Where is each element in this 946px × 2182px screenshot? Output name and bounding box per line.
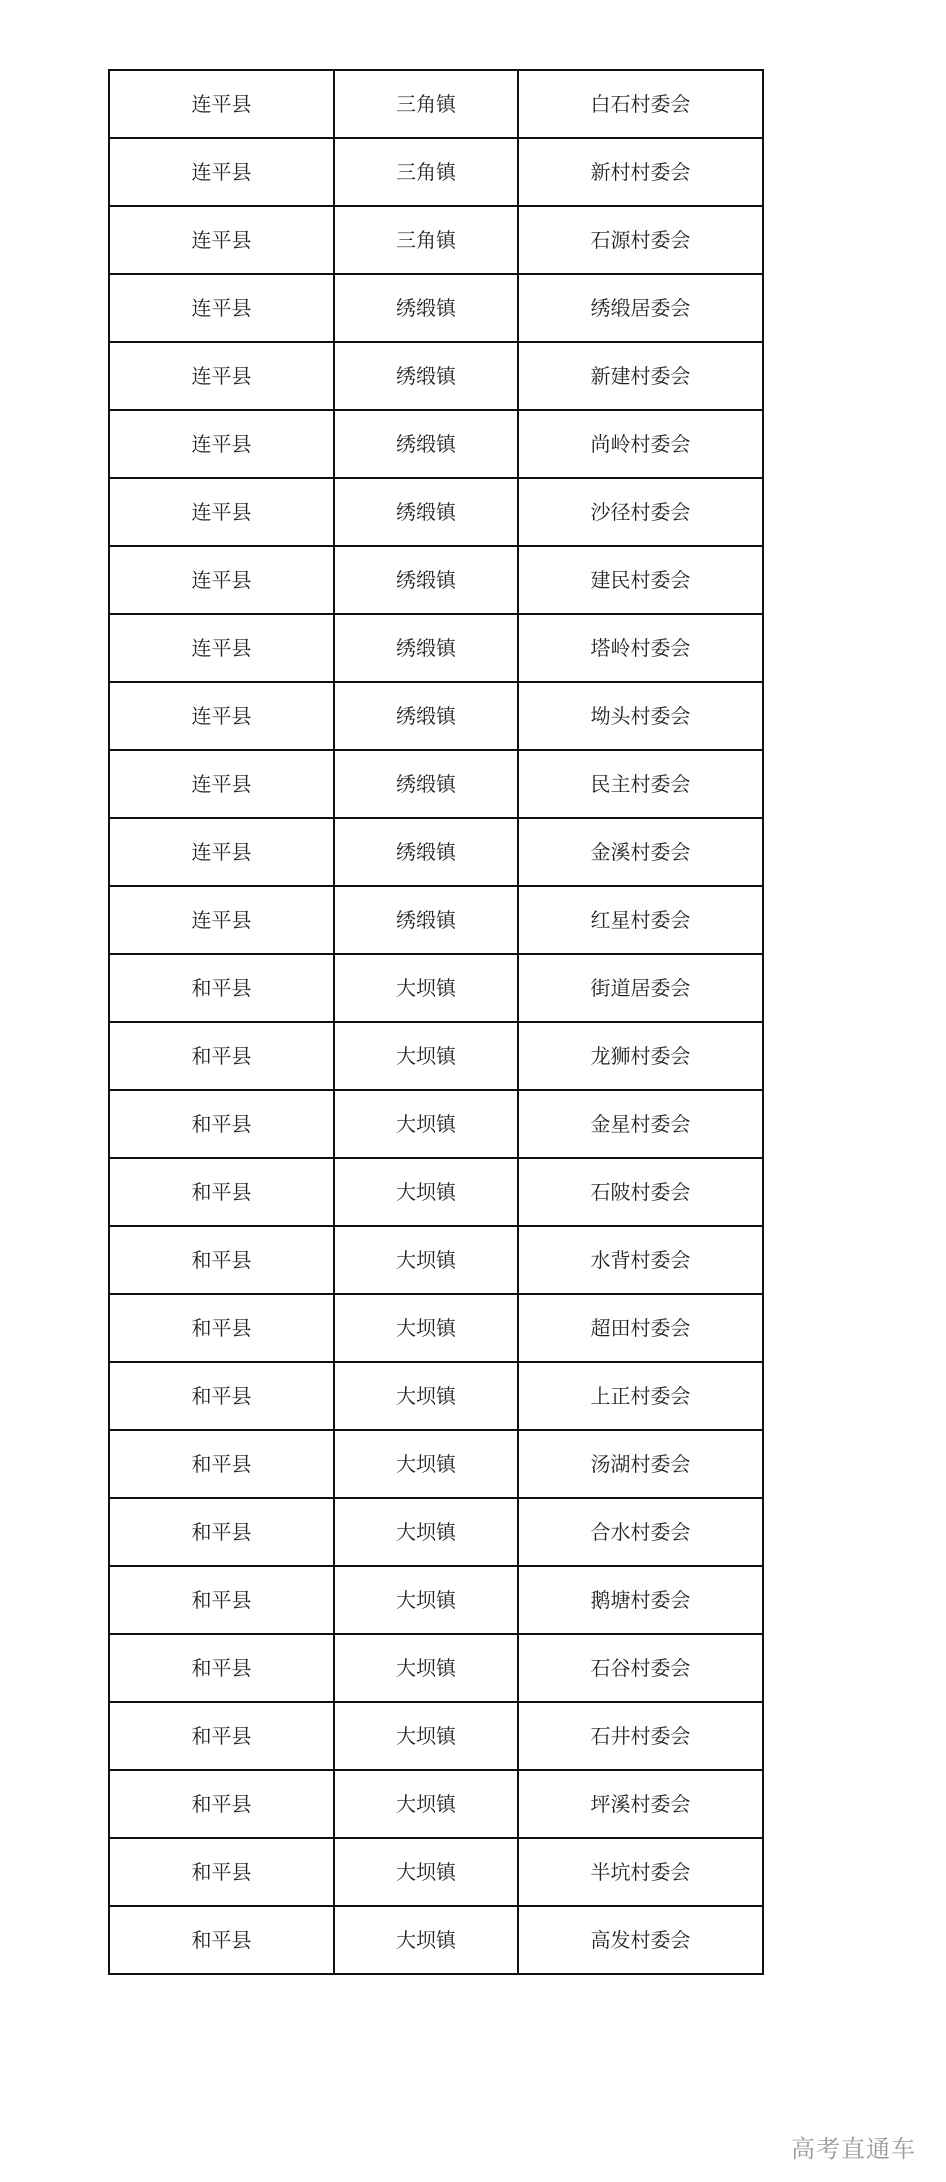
town-cell: 绣缎镇	[334, 342, 518, 410]
county-cell: 和平县	[109, 1702, 334, 1770]
town-cell: 大坝镇	[334, 954, 518, 1022]
county-cell: 连平县	[109, 546, 334, 614]
town-cell: 大坝镇	[334, 1566, 518, 1634]
town-cell: 大坝镇	[334, 1090, 518, 1158]
town-cell: 大坝镇	[334, 1294, 518, 1362]
town-cell: 绣缎镇	[334, 750, 518, 818]
county-cell: 和平县	[109, 1294, 334, 1362]
town-cell: 三角镇	[334, 70, 518, 138]
table-row	[109, 1362, 763, 1430]
county-cell: 连平县	[109, 614, 334, 682]
county-cell: 连平县	[109, 410, 334, 478]
table-row	[109, 478, 763, 546]
town-cell: 绣缎镇	[334, 614, 518, 682]
table-row	[109, 546, 763, 614]
county-cell: 和平县	[109, 1226, 334, 1294]
committee-cell: 塔岭村委会	[518, 614, 763, 682]
county-cell: 和平县	[109, 1906, 334, 1974]
document-table-container	[108, 69, 764, 1975]
county-cell: 连平县	[109, 682, 334, 750]
town-cell: 大坝镇	[334, 1906, 518, 1974]
county-cell: 和平县	[109, 1022, 334, 1090]
committee-cell: 新建村委会	[518, 342, 763, 410]
committee-cell: 尚岭村委会	[518, 410, 763, 478]
county-cell: 和平县	[109, 1566, 334, 1634]
committee-cell: 石谷村委会	[518, 1634, 763, 1702]
committee-cell: 白石村委会	[518, 70, 763, 138]
county-cell: 和平县	[109, 1838, 334, 1906]
county-cell: 和平县	[109, 1362, 334, 1430]
table-row	[109, 1022, 763, 1090]
table-row	[109, 1702, 763, 1770]
table-row	[109, 1566, 763, 1634]
town-cell: 大坝镇	[334, 1022, 518, 1090]
town-cell: 绣缎镇	[334, 546, 518, 614]
committee-cell: 水背村委会	[518, 1226, 763, 1294]
county-cell: 连平县	[109, 274, 334, 342]
table-row	[109, 614, 763, 682]
town-cell: 三角镇	[334, 206, 518, 274]
county-cell: 连平县	[109, 750, 334, 818]
town-cell: 三角镇	[334, 138, 518, 206]
table-row	[109, 1906, 763, 1974]
committee-cell: 金星村委会	[518, 1090, 763, 1158]
county-cell: 连平县	[109, 206, 334, 274]
watermark-text: 高考直通车	[791, 2135, 916, 2163]
county-cell: 连平县	[109, 70, 334, 138]
table-row	[109, 1226, 763, 1294]
town-cell: 绣缎镇	[334, 478, 518, 546]
committee-cell: 超田村委会	[518, 1294, 763, 1362]
table-row	[109, 1838, 763, 1906]
table-body	[109, 70, 763, 1974]
town-cell: 绣缎镇	[334, 410, 518, 478]
county-cell: 和平县	[109, 1634, 334, 1702]
town-cell: 大坝镇	[334, 1158, 518, 1226]
table-row	[109, 818, 763, 886]
table-row	[109, 886, 763, 954]
table-row	[109, 1294, 763, 1362]
county-cell: 和平县	[109, 1430, 334, 1498]
village-committee-table	[108, 69, 764, 1975]
town-cell: 大坝镇	[334, 1430, 518, 1498]
committee-cell: 金溪村委会	[518, 818, 763, 886]
committee-cell: 建民村委会	[518, 546, 763, 614]
town-cell: 大坝镇	[334, 1702, 518, 1770]
table-row	[109, 206, 763, 274]
table-row	[109, 342, 763, 410]
committee-cell: 民主村委会	[518, 750, 763, 818]
town-cell: 绣缎镇	[334, 682, 518, 750]
town-cell: 大坝镇	[334, 1362, 518, 1430]
committee-cell: 街道居委会	[518, 954, 763, 1022]
town-cell: 大坝镇	[334, 1838, 518, 1906]
committee-cell: 石源村委会	[518, 206, 763, 274]
committee-cell: 合水村委会	[518, 1498, 763, 1566]
committee-cell: 坪溪村委会	[518, 1770, 763, 1838]
county-cell: 和平县	[109, 1158, 334, 1226]
committee-cell: 龙狮村委会	[518, 1022, 763, 1090]
committee-cell: 新村村委会	[518, 138, 763, 206]
table-row	[109, 138, 763, 206]
county-cell: 连平县	[109, 342, 334, 410]
committee-cell: 石陂村委会	[518, 1158, 763, 1226]
table-row	[109, 954, 763, 1022]
committee-cell: 红星村委会	[518, 886, 763, 954]
table-row	[109, 70, 763, 138]
table-row	[109, 410, 763, 478]
town-cell: 绣缎镇	[334, 274, 518, 342]
table-row	[109, 750, 763, 818]
town-cell: 绣缎镇	[334, 818, 518, 886]
county-cell: 和平县	[109, 1090, 334, 1158]
county-cell: 和平县	[109, 1498, 334, 1566]
town-cell: 大坝镇	[334, 1498, 518, 1566]
committee-cell: 坳头村委会	[518, 682, 763, 750]
committee-cell: 高发村委会	[518, 1906, 763, 1974]
town-cell: 绣缎镇	[334, 886, 518, 954]
table-row	[109, 274, 763, 342]
town-cell: 大坝镇	[334, 1226, 518, 1294]
table-row	[109, 682, 763, 750]
committee-cell: 鹅塘村委会	[518, 1566, 763, 1634]
table-row	[109, 1770, 763, 1838]
committee-cell: 上正村委会	[518, 1362, 763, 1430]
county-cell: 连平县	[109, 138, 334, 206]
table-row	[109, 1090, 763, 1158]
county-cell: 连平县	[109, 886, 334, 954]
committee-cell: 绣缎居委会	[518, 274, 763, 342]
county-cell: 和平县	[109, 954, 334, 1022]
county-cell: 连平县	[109, 478, 334, 546]
table-row	[109, 1498, 763, 1566]
committee-cell: 沙径村委会	[518, 478, 763, 546]
committee-cell: 石井村委会	[518, 1702, 763, 1770]
table-row	[109, 1430, 763, 1498]
town-cell: 大坝镇	[334, 1634, 518, 1702]
table-row	[109, 1158, 763, 1226]
county-cell: 和平县	[109, 1770, 334, 1838]
committee-cell: 半坑村委会	[518, 1838, 763, 1906]
town-cell: 大坝镇	[334, 1770, 518, 1838]
county-cell: 连平县	[109, 818, 334, 886]
committee-cell: 汤湖村委会	[518, 1430, 763, 1498]
table-row	[109, 1634, 763, 1702]
